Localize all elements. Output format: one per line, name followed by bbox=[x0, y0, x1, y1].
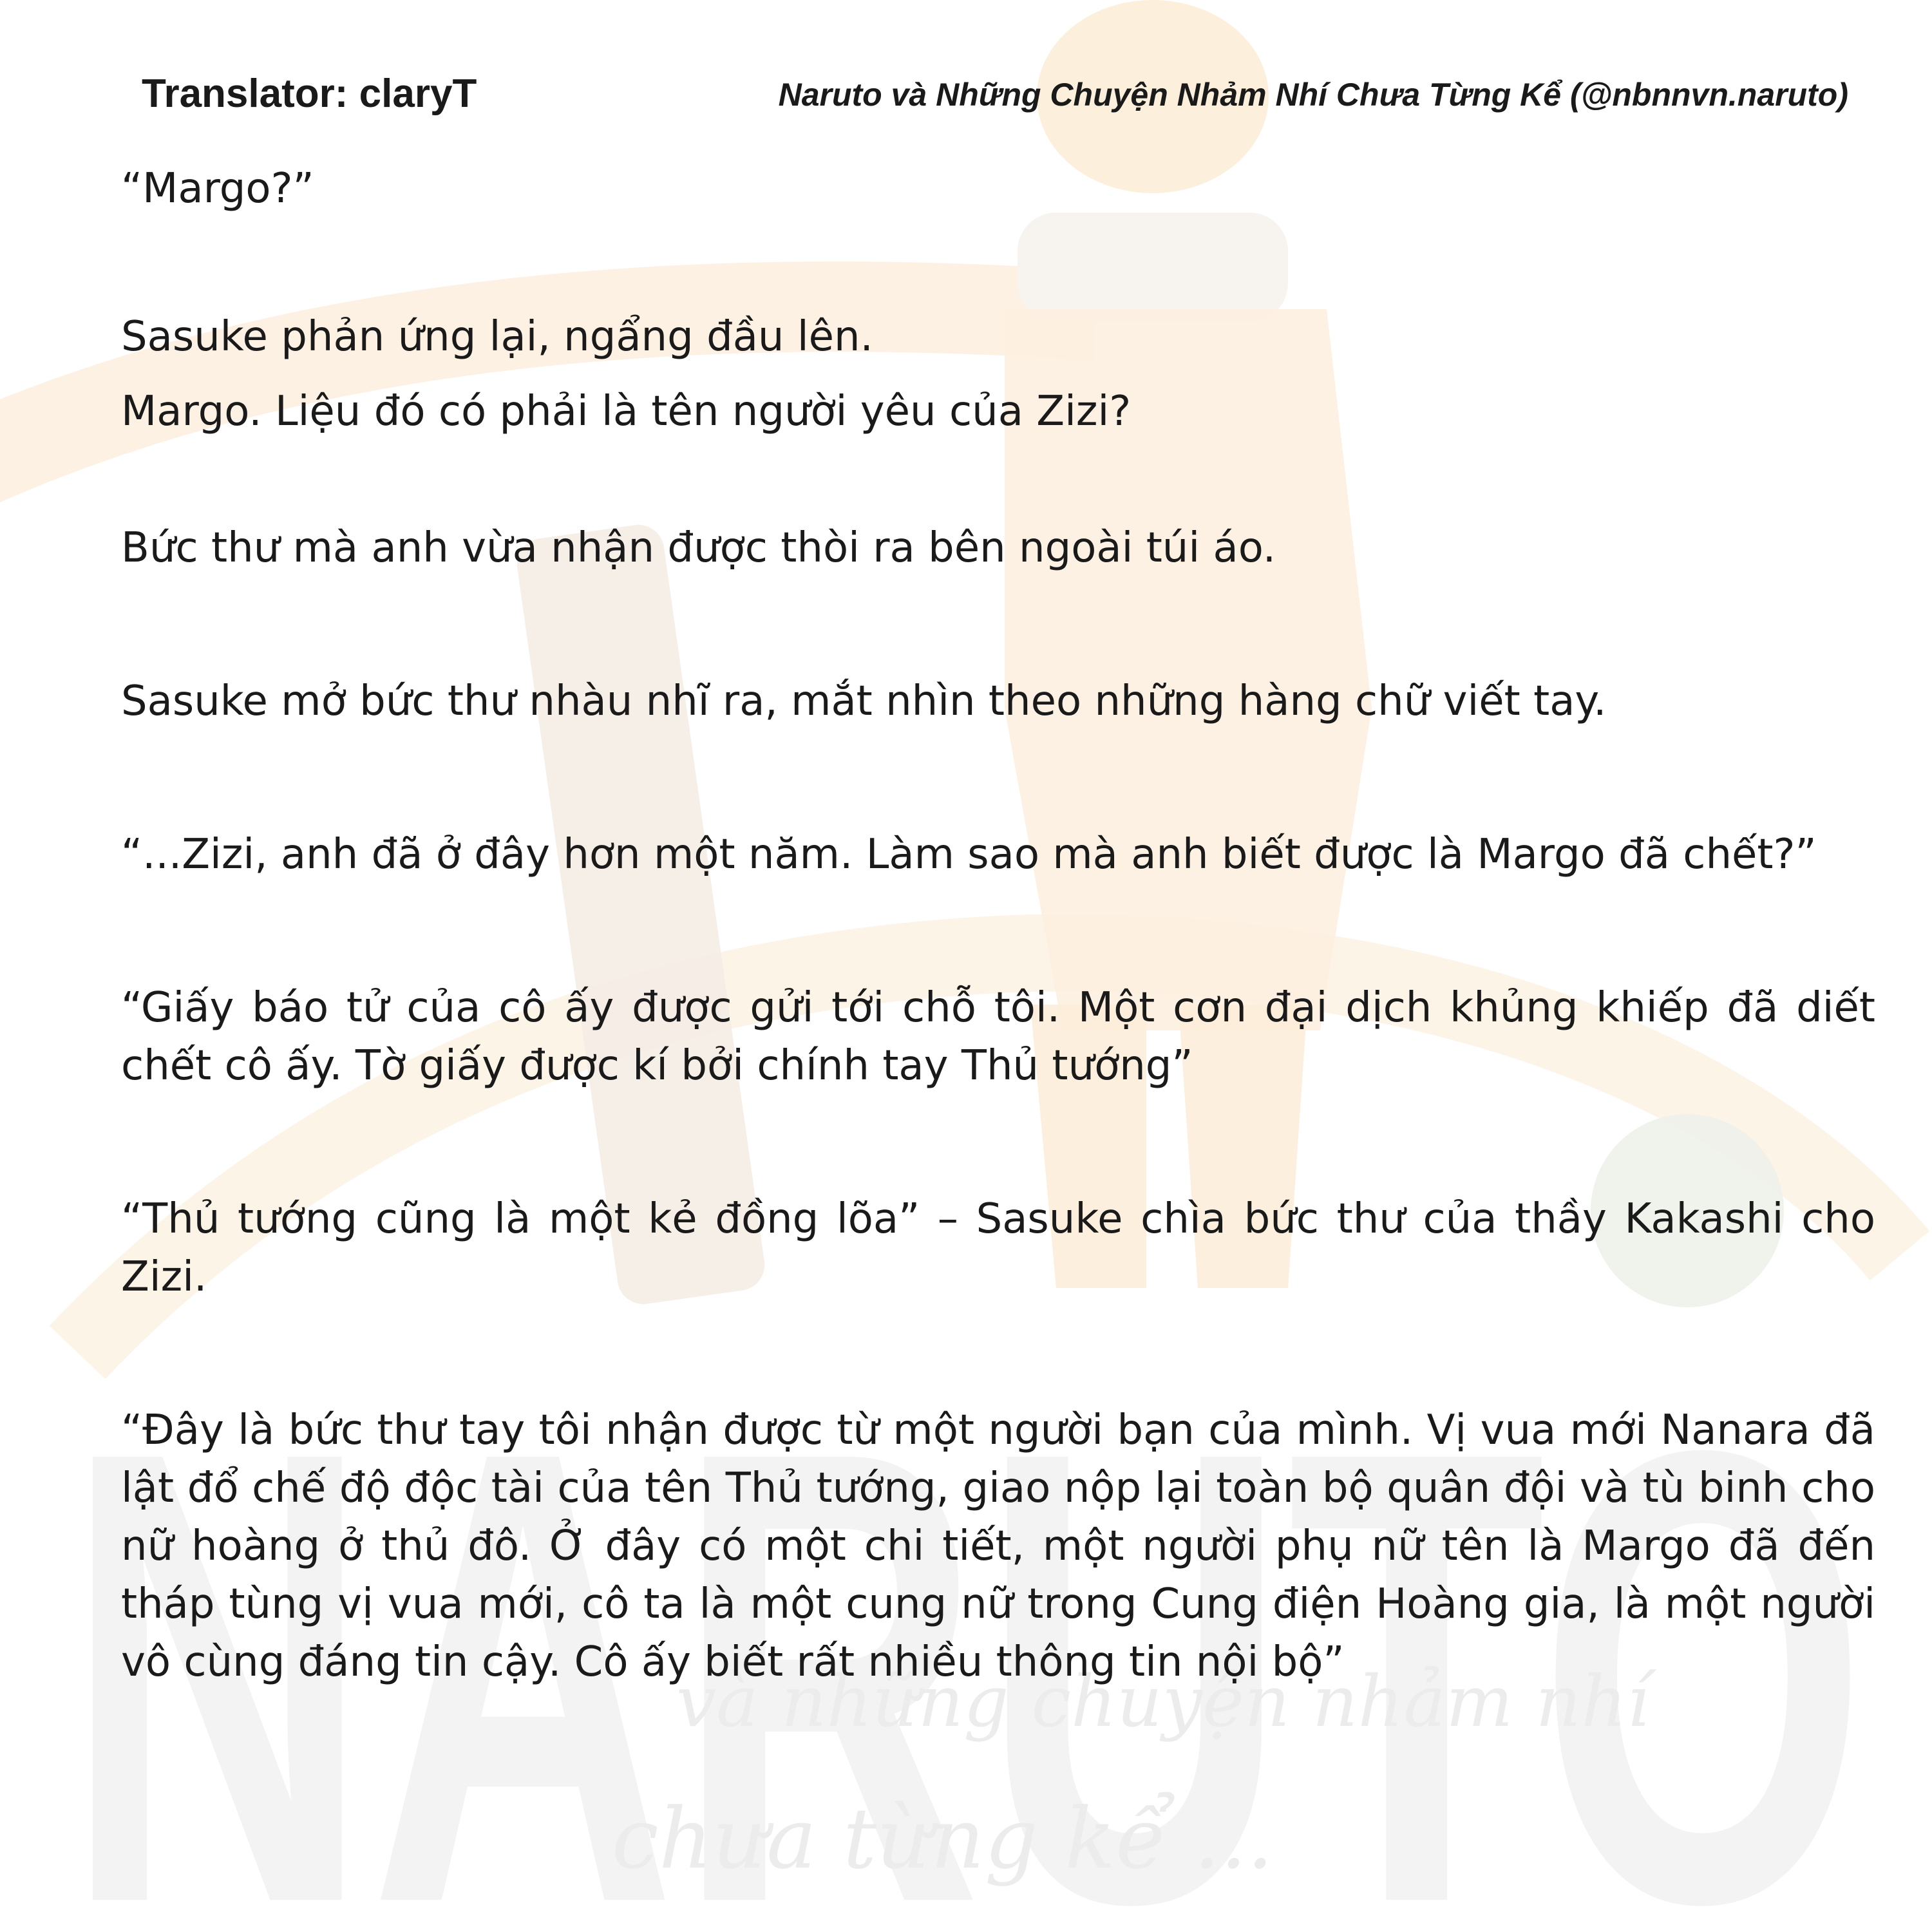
series-title: Naruto và Những Chuyện Nhảm Nhí Chưa Từng Kể (@nbnnvn.naruto) bbox=[778, 77, 1848, 113]
translator-credit: Translator: claryT bbox=[142, 71, 477, 116]
spacer bbox=[121, 1095, 1875, 1190]
spacer bbox=[121, 884, 1875, 979]
watermark-script-2: chưa từng kể ... bbox=[612, 1790, 1274, 1888]
watermark-script-1: và những chuyện nhảm nhí bbox=[676, 1660, 1650, 1743]
spacer bbox=[121, 577, 1875, 672]
spacer bbox=[121, 1306, 1875, 1401]
story-text bbox=[121, 160, 1875, 1691]
spacer bbox=[121, 440, 1875, 519]
paragraph-8: “Thủ tướng cũng là một kẻ đồng lõa” – Sasuke chìa bức thư của thầy Kakashi cho Zizi. bbox=[121, 1195, 1875, 1301]
paragraph-1: “Margo?” bbox=[121, 165, 314, 213]
paragraph-9: “Đây là bức thư tay tôi nhận được từ một người bạn của mình. Vị vua mới Nanara đã lật đổ chế độ độc tài của tên Thủ tướng, giao nộp lại toàn bộ quân đội và tù binh cho nữ hoàng ở thủ đô. Ở đây có một chi tiết, một người phụ nữ tên là Margo đã đến tháp tùng vị vua mới, cô ta là một cung nữ trong Cung điện Hoàng gia, là một người vô cùng đáng tin cậy. Cô ấy biết rất nhiều thông tin nội bộ” bbox=[121, 1406, 1875, 1686]
spacer bbox=[121, 730, 1875, 826]
paragraph-5: Sasuke mở bức thư nhàu nhĩ ra, mắt nhìn theo những hàng chữ viết tay. bbox=[121, 677, 1607, 725]
page-header bbox=[0, 0, 1932, 155]
paragraph-3: Margo. Liệu đó có phải là tên người yêu của Zizi? bbox=[121, 388, 1132, 435]
spacer bbox=[121, 366, 1875, 383]
watermark-logo: NARUTO bbox=[64, 1317, 1868, 1932]
paragraph-2: Sasuke phản ứng lại, ngẩng đầu lên. bbox=[121, 313, 873, 361]
paragraph-6: “...Zizi, anh đã ở đây hơn một năm. Làm sao mà anh biết được là Margo đã chết?” bbox=[121, 831, 1817, 878]
spacer bbox=[121, 218, 1875, 308]
paragraph-7: “Giấy báo tử của cô ấy được gửi tới chỗ tôi. Một cơn đại dịch khủng khiếp đã diết chết cô ấy. Tờ giấy được kí bởi chính tay Thủ tướng” bbox=[121, 984, 1875, 1090]
paragraph-4: Bức thư mà anh vừa nhận được thòi ra bên ngoài túi áo. bbox=[121, 524, 1276, 572]
